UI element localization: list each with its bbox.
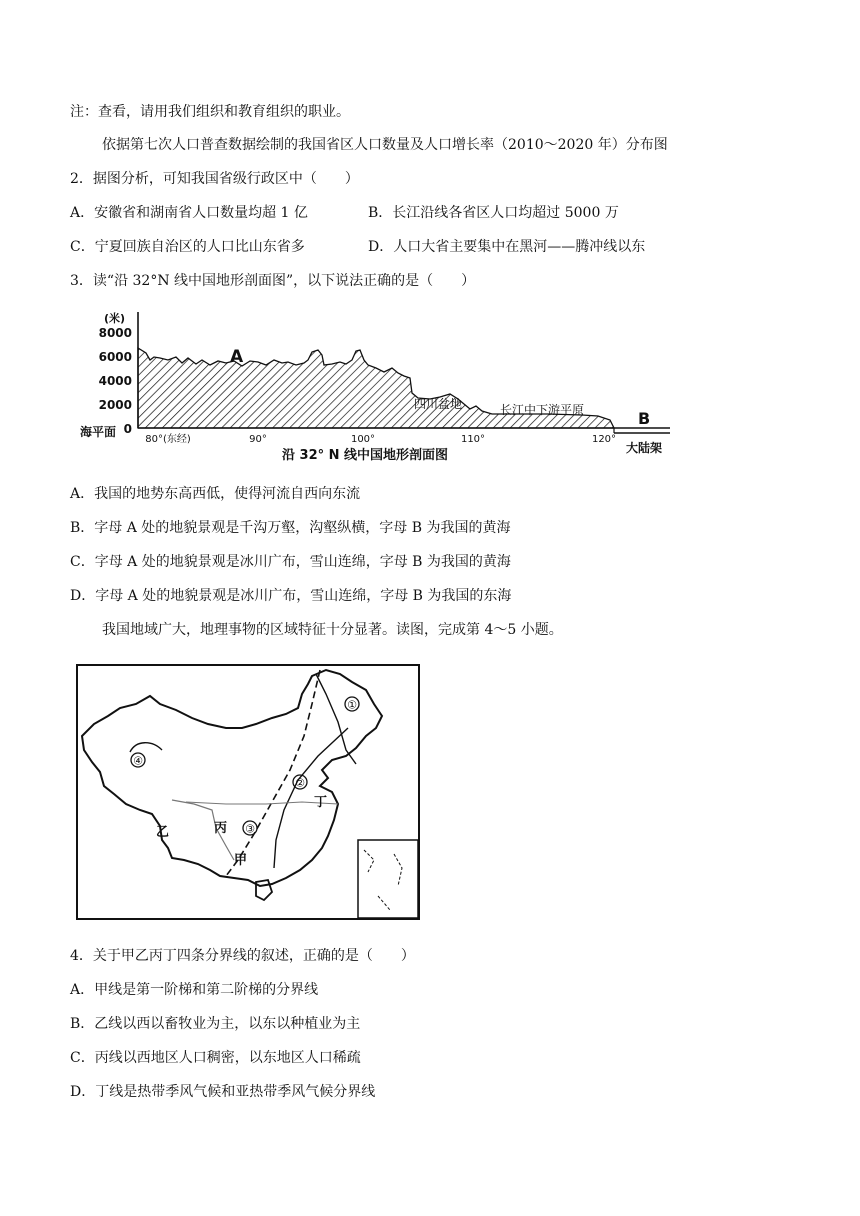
map-caption: 依据第七次人口普查数据绘制的我国省区人口数量及人口增长率（2010～2020 年）分布图 [102, 137, 668, 153]
china-map-figure [76, 664, 420, 920]
label-yi: 乙 [156, 825, 170, 840]
marker-label-1: ① [347, 698, 357, 712]
q4-option-c: C．丙线以西地区人口稠密，以东地区人口稀疏 [70, 1050, 361, 1066]
q4-option-a: A．甲线是第一阶梯和第二阶梯的分界线 [70, 982, 319, 998]
q4-option-d: D．丁线是热带季风气候和亚热带季风气候分界线 [70, 1084, 376, 1100]
profile-label-a: A [230, 347, 244, 367]
profile-label-shelf: 大陆架 [626, 441, 663, 455]
q4-option-b: B．乙线以西以畜牧业为主，以东以种植业为主 [70, 1016, 361, 1032]
profile-xtick-120: 120° [591, 434, 617, 445]
note-text: 注：查看，请用我们组织和教育组织的职业。 [70, 104, 350, 120]
q3-option-c: C．字母 A 处的地貌景观是冰川广布，雪山连绵，字母 B 为我国的黄海 [70, 554, 511, 570]
q3-option-a: A．我国的地势东高西低，使得河流自西向东流 [70, 486, 361, 502]
profile-xtick-80: 80°(东经) [145, 434, 191, 445]
profile-label-yangtze: 长江中下游平原 [500, 403, 585, 417]
q2-option-b: B．长江沿线各省区人口均超过 5000 万 [368, 205, 619, 221]
terrain-profile-figure [78, 308, 678, 464]
profile-xtick-90: 90° [249, 434, 267, 445]
label-jia: 甲 [234, 853, 248, 868]
q2-option-d: D．人口大省主要集中在黑河——腾冲线以东 [368, 239, 646, 255]
profile-label-b: B [638, 409, 651, 428]
marker-label-2: ② [295, 776, 305, 790]
profile-xtick-110: 110° [460, 434, 486, 445]
marker-label-3: ③ [245, 822, 255, 836]
profile-ytick-0: 0 [123, 422, 132, 436]
profile-title: 沿 32° N 线中国地形剖面图 [282, 448, 449, 463]
profile-sea-level-label: 海平面 [80, 425, 117, 439]
marker-label-4: ④ [133, 754, 143, 768]
q3-option-d: D．字母 A 处的地貌景观是冰川广布，雪山连绵，字母 B 为我国的东海 [70, 588, 512, 604]
q2-stem: 2．据图分析，可知我国省级行政区中（ ） [70, 171, 359, 187]
profile-xtick-100: 100° [350, 434, 376, 445]
q2-option-c: C．宁夏回族自治区的人口比山东省多 [70, 239, 305, 255]
profile-ytick-6000: 6000 [98, 350, 132, 364]
profile-ytick-4000: 4000 [98, 374, 132, 388]
profile-ytick-8000: 8000 [98, 326, 132, 340]
intro-q4-5: 我国地域广大，地理事物的区域特征十分显著。读图，完成第 4～5 小题。 [102, 622, 563, 638]
profile-ytick-2000: 2000 [98, 398, 132, 412]
south-sea-inset [358, 840, 418, 918]
q4-stem: 4．关于甲乙丙丁四条分界线的叙述，正确的是（ ） [70, 948, 415, 964]
label-ding: 丁 [314, 795, 328, 810]
q2-option-a: A．安徽省和湖南省人口数量均超 1 亿 [70, 205, 308, 221]
profile-unit: (米) [104, 312, 126, 325]
q3-option-b: B．字母 A 处的地貌景观是千沟万壑，沟壑纵横，字母 B 为我国的黄海 [70, 520, 511, 536]
label-bing: 丙 [214, 821, 228, 836]
q3-stem: 3．读“沿 32°N 线中国地形剖面图”，以下说法正确的是（ ） [70, 273, 476, 289]
profile-label-sichuan: 四川盆地 [414, 397, 463, 411]
